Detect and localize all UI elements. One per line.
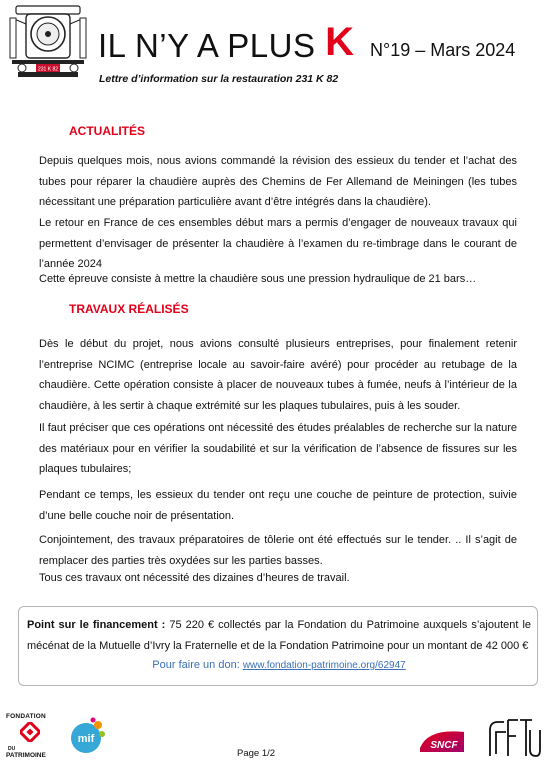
fondation-line2: DU (8, 746, 16, 752)
fondation-patrimoine-logo (6, 713, 58, 761)
actualites-paragraph-2: Le retour en France de ces ensembles début mars a permis d’engager de nouveaux travaux qui permettent d’envisager de présenter la chaudière à l’examen du re-timbrage dans le courant de l’année 2024 (39, 217, 517, 270)
association-emblem-icon (486, 716, 542, 760)
section-heading-travaux: TRAVAUX RÉALISÉS (69, 302, 189, 316)
actualites-paragraph-1: Depuis quelques mois, nous avions commandé la révision des essieux du tender et l’achat des tubes pour réparer la chaudière auprès des Chemins de Fer Allemand de Meiningen (les tubes nécessitant une préparation particulière avant d’être intégrés dans la chaudière). (39, 155, 517, 208)
title-k-letter: K (325, 20, 355, 64)
sncf-logo (418, 726, 466, 754)
mif-logo (66, 716, 108, 756)
sncf-logo-text: SNCF (430, 740, 458, 751)
fondation-line3: PATRIMOINE (6, 752, 46, 759)
issue-number: N°19 – Mars 2024 (370, 40, 516, 60)
locomotive-logo-icon (8, 4, 88, 80)
mif-logo-text: mif (77, 733, 95, 745)
travaux-paragraph-1: Dès le début du projet, nous avions consulté plusieurs entreprises, pour finalement retenir l’entreprise NCIMC (entreprise locale au savoir-faire avéré) pour procéder au retubage de la chaudière. Cette opération consiste à placer de nouveaux tubes à fumée, neufs à l’intérieur de la chaudière, à les sertir à chaque extrémité sur les plaques tubulaires, puis à les souder. (39, 338, 517, 412)
newsletter-subtitle: Lettre d’information sur la restauration 231 K 82 (99, 73, 339, 85)
financement-box (18, 606, 538, 686)
fondation-emblem-icon (20, 722, 40, 742)
loco-plate-text: 231 K 82 (37, 66, 59, 73)
travaux-paragraph-5: Tous ces travaux ont nécessité des dizaines d’heures de travail. (39, 572, 350, 584)
travaux-paragraph-4: Conjointement, des travaux préparatoires de tôlerie ont été effectués sur le tender. .. Il s’agit de remplacer des parties très oxydées sur les parties basses. (39, 534, 517, 567)
page-number: Page 1/2 (237, 748, 276, 759)
newsletter-header (0, 0, 553, 100)
association-logo (486, 716, 542, 760)
donation-line (19, 659, 539, 671)
financement-label: Point sur le financement : (27, 619, 166, 631)
actualites-paragraph-3: Cette épreuve consiste à mettre la chaudière sous une pression hydraulique de 21 bars… (39, 273, 477, 285)
mif-emblem-icon (66, 716, 108, 756)
newsletter-title (98, 22, 355, 67)
financement-body: 75 220 € collectés par la Fondation du Patrimoine auxquels s’ajoutent le mécénat de la Mutuelle d’Ivry la Fraternelle et de la Fondation Patrimoine pour un montant de 42 000 € (27, 619, 532, 652)
fondation-line1: FONDATION (6, 713, 46, 720)
travaux-paragraph-3: Pendant ce temps, les essieux du tender ont reçu une couche de peinture de protection, suivie d’une belle couche noir de présentation. (39, 489, 517, 522)
section-heading-actualites: ACTUALITÉS (69, 124, 145, 138)
title-main: IL N’Y A PLUS (98, 27, 326, 64)
financement-text (27, 615, 531, 657)
travaux-paragraph-2: Il faut préciser que ces opérations ont nécessité des études préalables de recherche sur la nature des matériaux pour en vérifier la soudabilité et sur la vérification de l’absence de fissures sur les plaques tubulaires; (39, 422, 517, 475)
donation-prefix: Pour faire un don: (152, 659, 243, 671)
donation-link[interactable]: www.fondation-patrimoine.org/62947 (242, 660, 406, 671)
sncf-emblem-icon (418, 726, 466, 754)
